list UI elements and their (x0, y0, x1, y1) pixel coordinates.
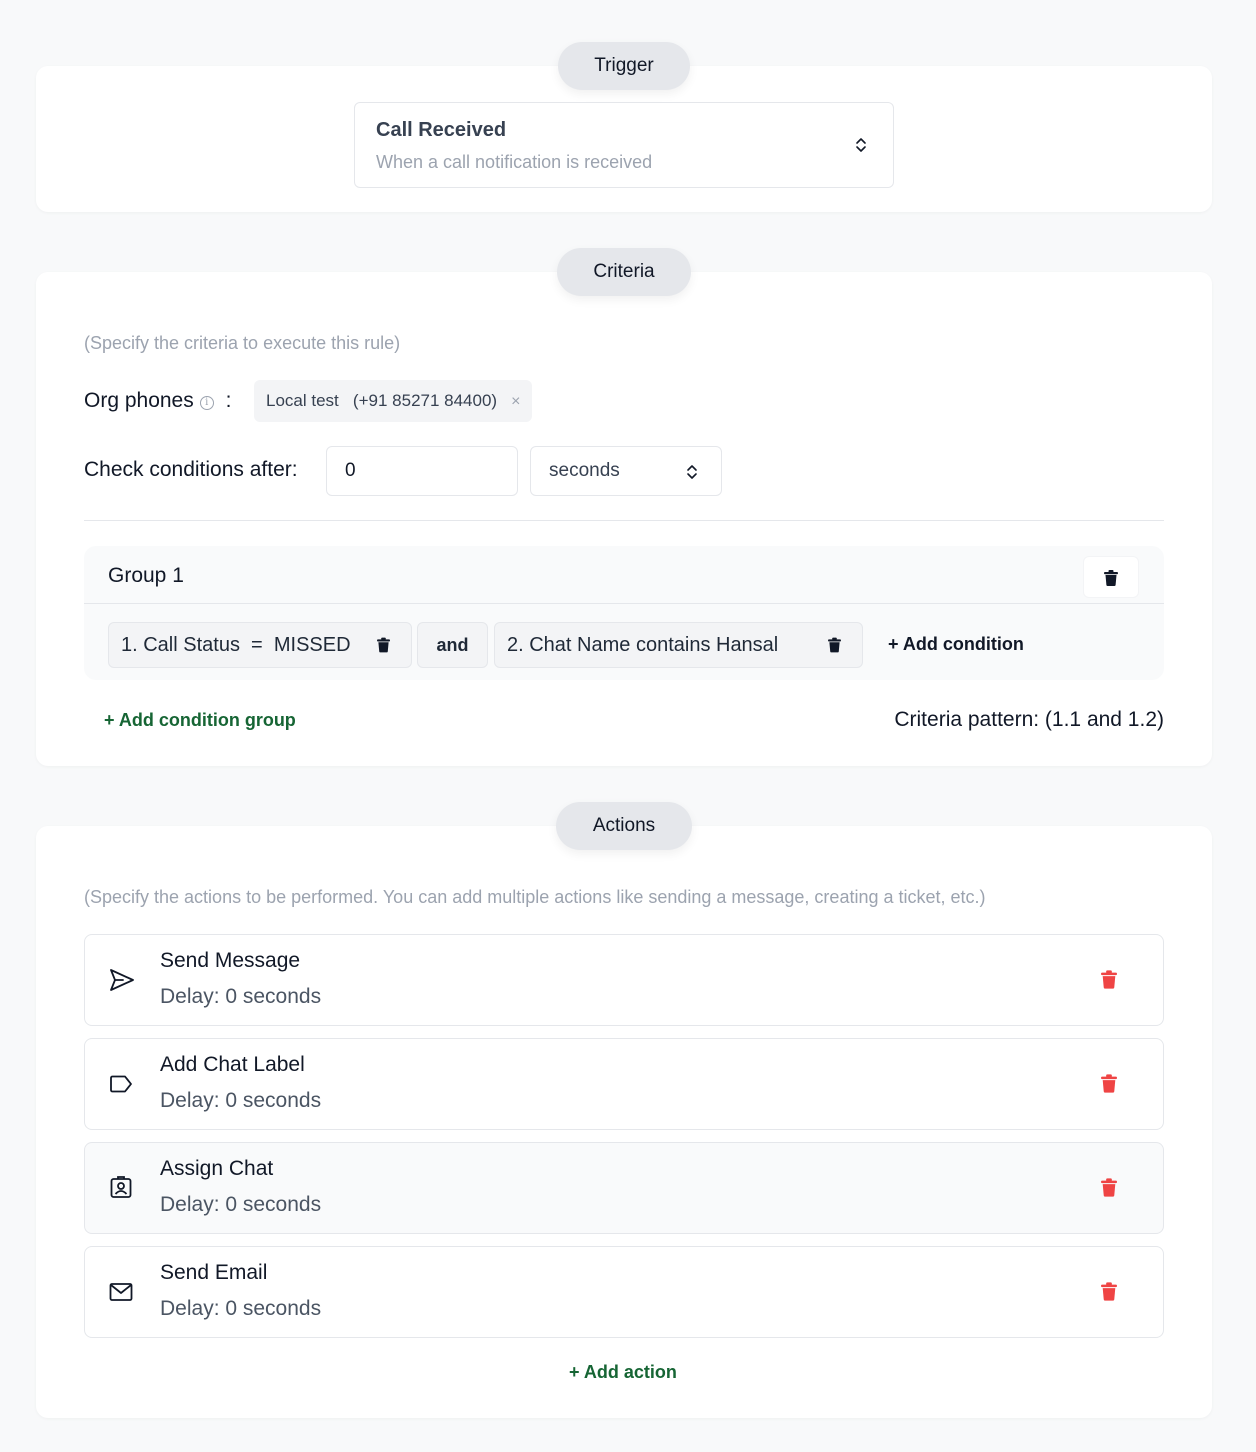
action-delay: Delay: 0 seconds (160, 1193, 322, 1216)
add-condition-group-button[interactable]: + Add condition group (104, 710, 296, 730)
email-icon (109, 1282, 133, 1302)
operator-toggle-button[interactable]: and (417, 622, 488, 668)
action-item-send-message[interactable] (84, 934, 1164, 1026)
chevron-up-down-icon (686, 464, 698, 480)
condition-chip-1[interactable] (108, 622, 412, 668)
label-icon (109, 1075, 133, 1093)
info-icon[interactable]: i (200, 396, 214, 410)
trigger-select-title: Call Received (376, 119, 507, 141)
condition-chip-2[interactable] (494, 622, 863, 668)
send-icon (109, 968, 135, 992)
action-title: Send Message (160, 949, 301, 972)
actions-card (36, 826, 1212, 1418)
check-after-input[interactable]: 0 (326, 446, 518, 496)
trigger-select[interactable] (354, 102, 894, 188)
trash-icon (1104, 570, 1118, 586)
actions-hint: (Specify the actions to be performed. You can add multiple actions like sending a message, creating a ticket, etc.) (84, 887, 986, 907)
action-title: Send Email (160, 1261, 268, 1284)
group-separator (84, 603, 1164, 604)
criteria-section-pill: Criteria (557, 248, 691, 296)
trash-icon[interactable] (1101, 970, 1117, 989)
criteria-hint: (Specify the criteria to execute this rule) (84, 333, 401, 353)
trigger-select-subtitle: When a call notification is received (376, 152, 653, 172)
action-delay: Delay: 0 seconds (160, 1297, 322, 1320)
action-item-assign-chat[interactable] (84, 1142, 1164, 1234)
action-title: Add Chat Label (160, 1053, 305, 1076)
org-phone-chip (254, 380, 532, 422)
action-item-add-chat-label[interactable] (84, 1038, 1164, 1130)
time-unit-select[interactable] (530, 446, 722, 496)
actions-section-pill: Actions (556, 802, 692, 850)
trash-icon[interactable] (1101, 1178, 1117, 1197)
chevron-up-down-icon (855, 137, 867, 153)
add-action-button[interactable]: + Add action (569, 1362, 677, 1382)
criteria-pattern: Criteria pattern: (1.1 and 1.2) (894, 708, 1164, 731)
check-after-label: Check conditions after: (84, 458, 298, 481)
trash-icon[interactable] (1101, 1282, 1117, 1301)
trash-icon[interactable] (377, 637, 390, 653)
add-condition-button[interactable]: + Add condition (888, 634, 1024, 654)
chip-remove-icon[interactable]: × (511, 393, 521, 410)
delete-group-button[interactable] (1083, 556, 1139, 598)
action-delay: Delay: 0 seconds (160, 985, 322, 1008)
criteria-card (36, 272, 1212, 766)
action-item-send-email[interactable] (84, 1246, 1164, 1338)
assign-icon (109, 1175, 133, 1199)
org-phone-chip-label: Local test (+91 85271 84400) (266, 391, 498, 410)
trigger-section-pill: Trigger (558, 42, 690, 90)
org-phones-colon: : (225, 389, 232, 412)
condition-label-1: 1. Call Status = MISSED (121, 634, 351, 656)
condition-label-2: 2. Chat Name contains Hansal (507, 634, 779, 656)
action-delay: Delay: 0 seconds (160, 1089, 322, 1112)
time-unit-value: seconds (549, 460, 620, 481)
group-title: Group 1 (108, 564, 184, 587)
criteria-divider (84, 520, 1164, 521)
org-phones-label: Org phones (84, 389, 194, 412)
trash-icon[interactable] (1101, 1074, 1117, 1093)
condition-group (84, 546, 1164, 680)
trash-icon[interactable] (828, 637, 841, 653)
action-title: Assign Chat (160, 1157, 274, 1180)
org-phones-label-row (84, 389, 231, 413)
